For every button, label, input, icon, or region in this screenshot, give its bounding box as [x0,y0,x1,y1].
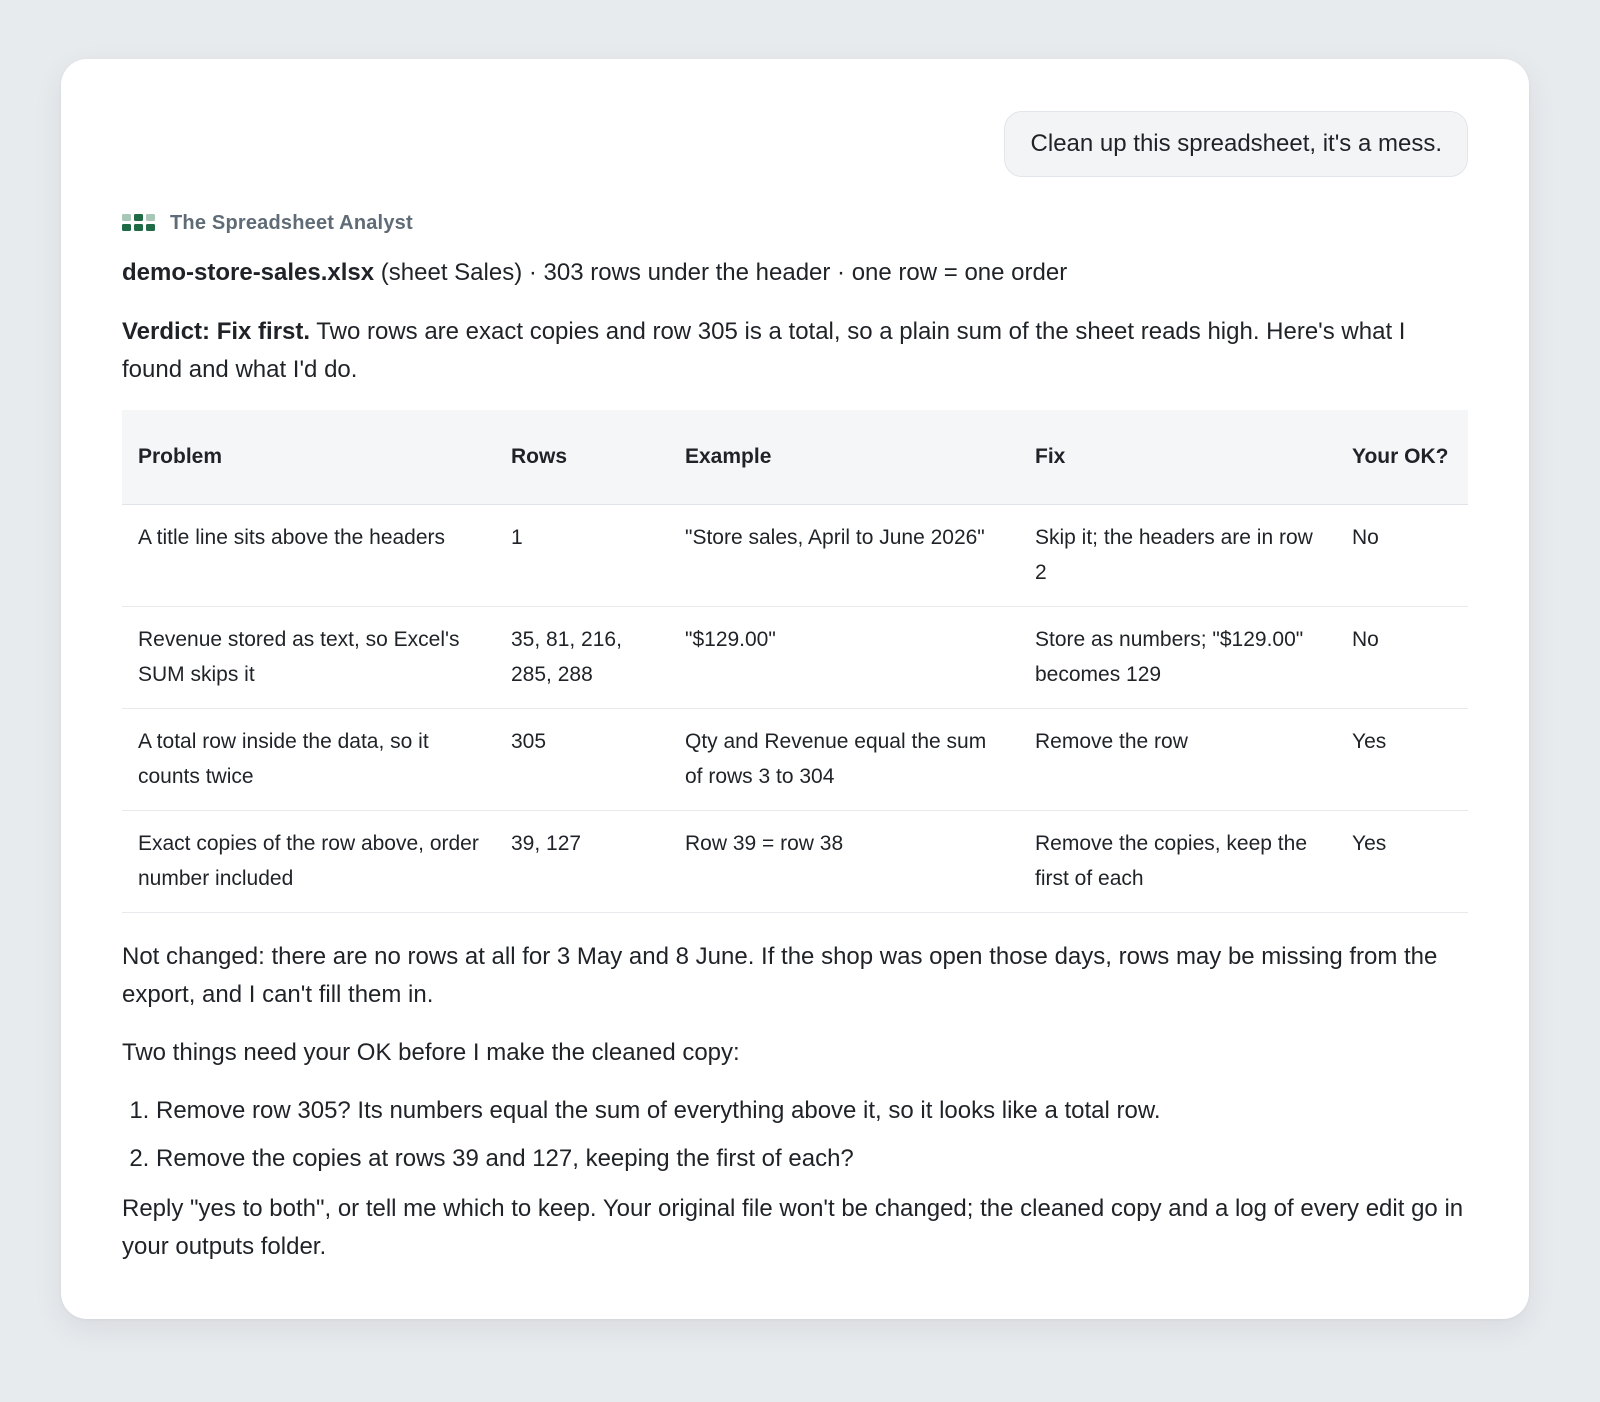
cell-rows: 39, 127 [495,811,669,913]
cell-fix: Remove the row [1019,709,1336,811]
table-row [122,709,1468,811]
list-item: 2. Remove the copies at rows 39 and 127, keeping the first of each? [156,1140,1468,1178]
cell-problem: A title line sits above the headers [122,505,495,607]
verdict-label: Verdict: Fix first. [122,318,311,345]
chat-card [61,59,1529,1319]
not-changed-paragraph: Not changed: there are no rows at all for 3 May and 8 June. If the shop was open those days, rows may be missing from the export, and I can't fill them in. [122,943,1438,1008]
cell-example: "$129.00" [669,607,1019,709]
cell-problem: A total row inside the data, so it counts twice [122,709,495,811]
cell-your-ok: No [1336,607,1468,709]
cell-your-ok: Yes [1336,811,1468,913]
user-message-row [122,111,1468,177]
column-header-your-ok: Your OK? [1336,410,1468,505]
cell-example: "Store sales, April to June 2026" [669,505,1019,607]
problems-table [122,410,1468,913]
assistant-name: The Spreadsheet Analyst [170,211,413,234]
cell-your-ok: No [1336,505,1468,607]
table-row [122,607,1468,709]
column-header-problem: Problem [122,410,495,505]
assistant-header [122,211,1468,235]
verdict-paragraph [122,313,1468,389]
table-header-row [122,410,1468,505]
column-header-fix: Fix [1019,410,1336,505]
cell-rows: 305 [495,709,669,811]
cell-fix: Remove the copies, keep the first of each [1019,811,1336,913]
file-summary [122,257,1468,289]
cell-problem: Exact copies of the row above, order number included [122,811,495,913]
cell-your-ok: Yes [1336,709,1468,811]
file-name: demo-store-sales.xlsx [122,259,375,286]
column-header-rows: Rows [495,410,669,505]
question-list [122,1092,1468,1178]
list-item: 1. Remove row 305? Its numbers equal the sum of everything above it, so it looks like a total row. [156,1092,1468,1130]
cell-example: Qty and Revenue equal the sum of rows 3 to 304 [669,709,1019,811]
cell-fix: Skip it; the headers are in row 2 [1019,505,1336,607]
table-row [122,811,1468,913]
cell-rows: 35, 81, 216, 285, 288 [495,607,669,709]
needs-ok-paragraph: Two things need your OK before I make the cleaned copy: [122,1039,740,1066]
column-header-example: Example [669,410,1019,505]
cell-problem: Revenue stored as text, so Excel's SUM skips it [122,607,495,709]
cell-rows: 1 [495,505,669,607]
cell-fix: Store as numbers; "$129.00" becomes 129 [1019,607,1336,709]
user-message-bubble: Clean up this spreadsheet, it's a mess. [1004,111,1468,177]
verdict-text: Two rows are exact copies and row 305 is a total, so a plain sum of the sheet reads high. Here's what I found and what I'd do. [122,318,1406,383]
spreadsheet-grid-icon [122,214,156,232]
reply-instructions: Reply "yes to both", or tell me which to keep. Your original file won't be changed; the cleaned copy and a log of every edit go in your outputs folder. [122,1195,1464,1260]
table-row [122,505,1468,607]
cell-example: Row 39 = row 38 [669,811,1019,913]
file-details: (sheet Sales) · 303 rows under the header · one row = one order [374,259,1068,286]
